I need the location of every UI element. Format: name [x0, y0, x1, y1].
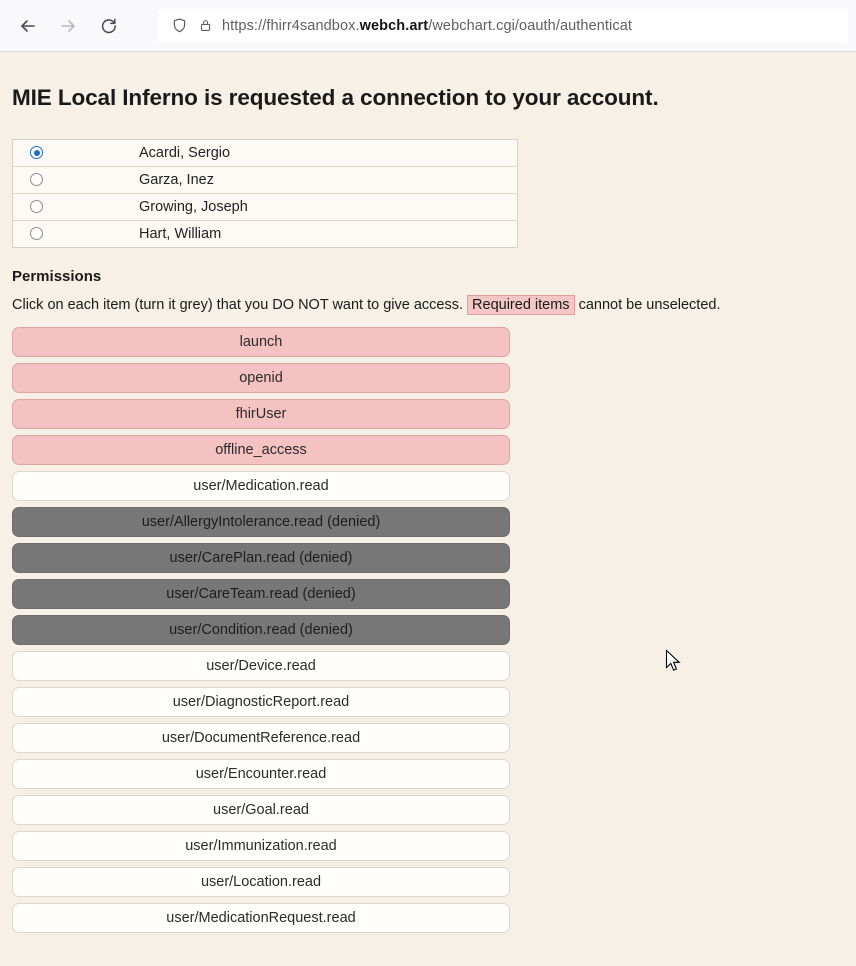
patient-name: Garza, Inez	[127, 167, 518, 194]
mouse-cursor	[665, 649, 681, 673]
patient-name: Growing, Joseph	[127, 194, 518, 221]
required-items-chip: Required items	[467, 295, 575, 315]
scope-toggle[interactable]: user/Immunization.read	[12, 831, 510, 861]
scope-toggle: openid	[12, 363, 510, 393]
arrow-left-icon	[18, 16, 38, 36]
shield-icon[interactable]	[166, 13, 192, 39]
scope-toggle[interactable]: user/Goal.read	[12, 795, 510, 825]
patient-radio-cell[interactable]	[13, 221, 128, 248]
scope-toggle[interactable]: user/Condition.read (denied)	[12, 615, 510, 645]
scope-toggle[interactable]: user/DocumentReference.read	[12, 723, 510, 753]
scope-toggle[interactable]: user/Encounter.read	[12, 759, 510, 789]
scope-toggle[interactable]: user/AllergyIntolerance.read (denied)	[12, 507, 510, 537]
patient-radio-cell[interactable]	[13, 140, 128, 167]
scope-toggle: offline_access	[12, 435, 510, 465]
address-bar[interactable]	[158, 9, 848, 43]
url-prefix: https://fhirr4sandbox.	[222, 17, 360, 34]
scope-toggle[interactable]: user/CareTeam.read (denied)	[12, 579, 510, 609]
radio-button[interactable]	[30, 146, 43, 159]
url-text[interactable]	[222, 18, 632, 34]
reload-icon	[99, 16, 118, 35]
scope-toggle: launch	[12, 327, 510, 357]
lock-icon[interactable]	[192, 13, 218, 39]
radio-button[interactable]	[30, 227, 43, 240]
patient-radio-cell[interactable]	[13, 167, 128, 194]
table-row[interactable]	[13, 194, 518, 221]
browser-toolbar	[0, 0, 856, 52]
scope-toggle[interactable]: user/CarePlan.read (denied)	[12, 543, 510, 573]
help-text-before: Click on each item (turn it grey) that you DO NOT want to give access.	[12, 297, 468, 313]
scope-list	[12, 327, 510, 933]
reload-button[interactable]	[88, 9, 128, 43]
table-row[interactable]	[13, 167, 518, 194]
forward-button[interactable]	[48, 9, 88, 43]
radio-button[interactable]	[30, 173, 43, 186]
permissions-heading: Permissions	[12, 268, 102, 285]
scope-toggle[interactable]: user/Medication.read	[12, 471, 510, 501]
table-row[interactable]	[13, 221, 518, 248]
help-text-after: cannot be unselected.	[574, 297, 721, 313]
radio-button[interactable]	[30, 200, 43, 213]
scope-toggle: fhirUser	[12, 399, 510, 429]
page-title: MIE Local Inferno is requested a connection to your account.	[12, 85, 659, 110]
scope-toggle[interactable]: user/Location.read	[12, 867, 510, 897]
patient-name: Acardi, Sergio	[139, 145, 231, 161]
table-row[interactable]	[13, 140, 518, 167]
scope-toggle[interactable]: user/MedicationRequest.read	[12, 903, 510, 933]
patient-name: Hart, William	[127, 221, 518, 248]
url-suffix: /webchart.cgi/oauth/authenticat	[428, 17, 633, 34]
scope-toggle[interactable]: user/Device.read	[12, 651, 510, 681]
scope-toggle[interactable]: user/DiagnosticReport.read	[12, 687, 510, 717]
patient-table-body	[13, 140, 518, 248]
permissions-help-text	[12, 297, 844, 313]
arrow-right-icon	[58, 16, 78, 36]
page-content	[0, 52, 856, 966]
back-button[interactable]	[8, 9, 48, 43]
patient-selection-table	[12, 139, 518, 248]
patient-radio-cell[interactable]	[13, 194, 128, 221]
url-host: webch.art	[359, 17, 429, 34]
